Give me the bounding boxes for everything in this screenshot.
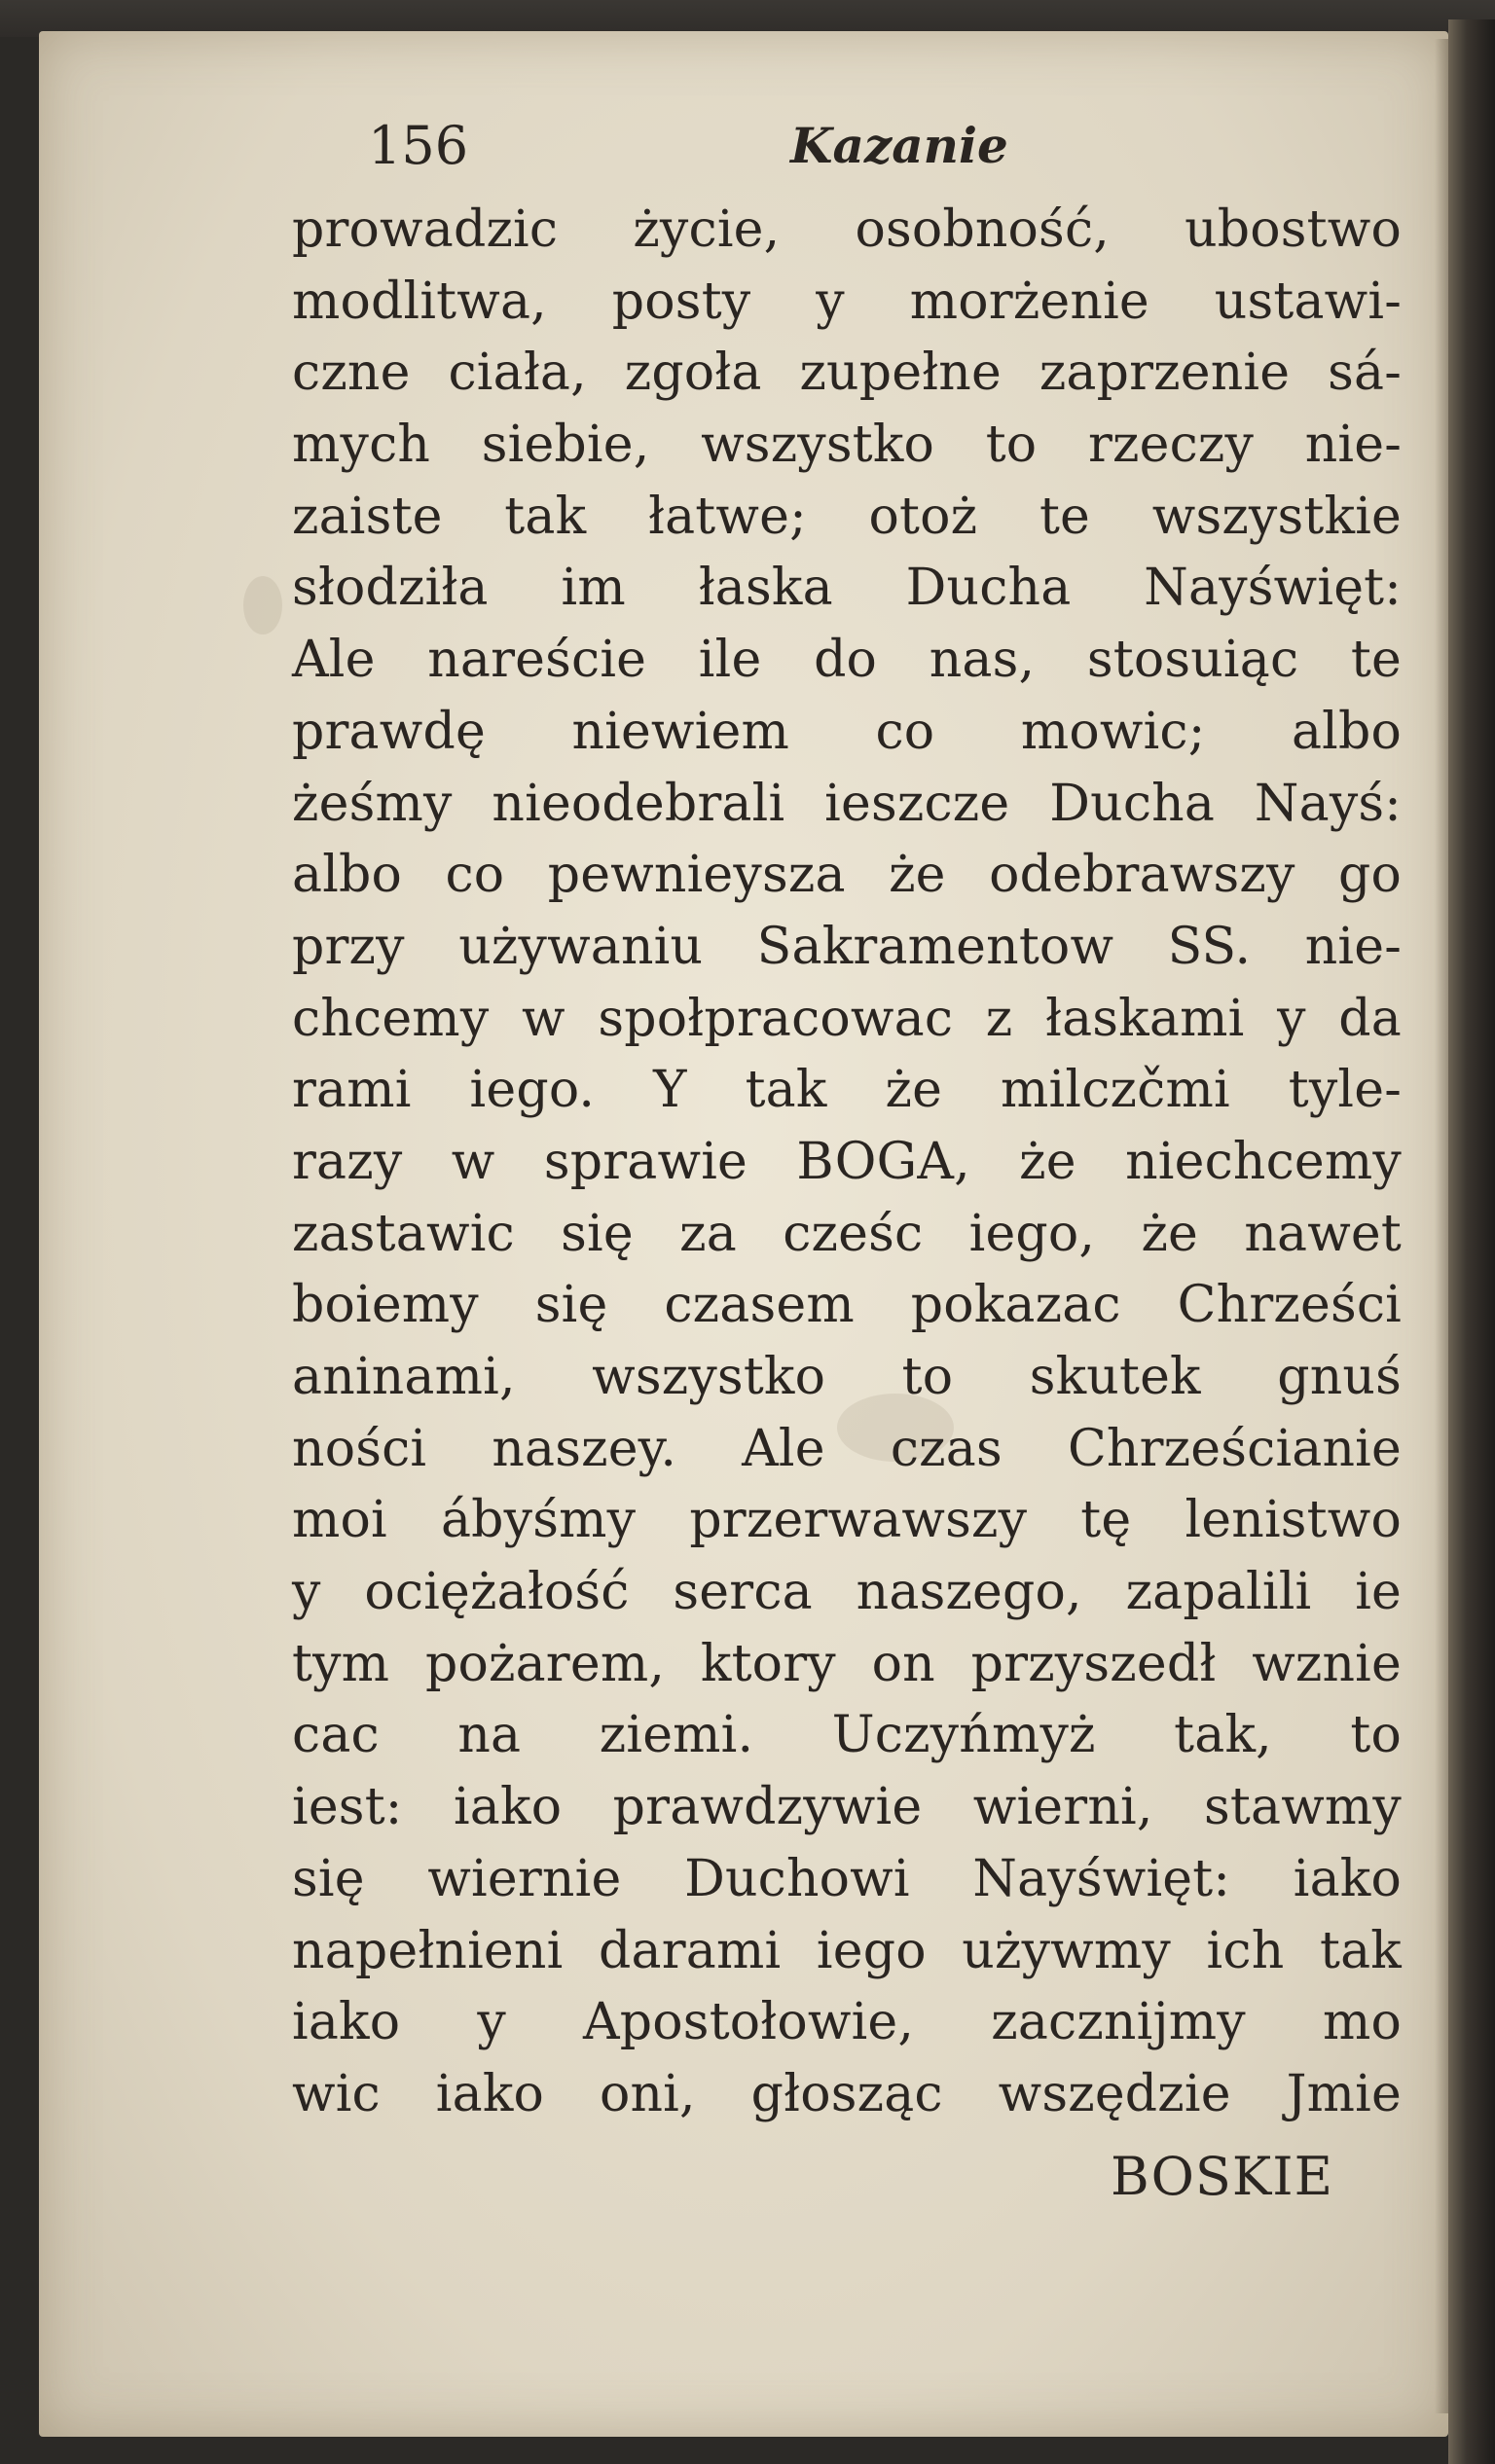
text-line: czne ciała, zgoła zupełne zaprzenie sá- — [292, 344, 1402, 403]
text-line: przy używaniu Sakramentow SS. nie- — [292, 917, 1402, 976]
text-line: razy w sprawie BOGA, że niechcemy — [292, 1132, 1402, 1191]
text-line: prowadzic życie, osobność, ubostwo — [292, 200, 1402, 259]
text-line: słodziła im łaska Ducha Nayświęt: — [292, 559, 1402, 618]
page-number: 156 — [368, 115, 469, 176]
text-line: tym pożarem, ktory on przyszedł wznie — [292, 1634, 1402, 1693]
text-line: zaiste tak łatwe; otoż te wszystkie — [292, 487, 1402, 546]
page-stain — [243, 576, 282, 634]
text-line: modlitwa, posty y morżenie ustawi- — [292, 272, 1402, 331]
text-line: chcemy w społpracowac z łaskami y da — [292, 989, 1402, 1048]
text-line: napełnieni darami iego używmy ich tak — [292, 1921, 1402, 1980]
running-head — [0, 107, 1495, 185]
catchword: BOSKIE — [1110, 2146, 1333, 2207]
text-line: iest: iako prawdzywie wierni, stawmy — [292, 1778, 1402, 1837]
text-line: cac na ziemi. Uczyńmyż tak, to — [292, 1706, 1402, 1765]
text-line: prawdę niewiem co mowic; albo — [292, 702, 1402, 761]
text-line: zastawic się za cześc iego, że nawet — [292, 1204, 1402, 1263]
text-line: aninami, wszystko to skutek gnuś — [292, 1348, 1402, 1406]
text-line: rami iego. Y tak że milczčmi tyle- — [292, 1061, 1402, 1120]
text-line: boiemy się czasem pokazac Chrześci — [292, 1276, 1402, 1335]
text-line: mych siebie, wszystko to rzeczy nie- — [292, 416, 1402, 475]
text-line: albo co pewnieysza że odebrawszy go — [292, 846, 1402, 905]
text-line: iako y Apostołowie, zacznijmy mo — [292, 1993, 1402, 2052]
text-line: moi ábyśmy przerwawszy tę lenistwo — [292, 1491, 1402, 1550]
text-line: y ociężałość serca naszego, zapalili ie — [292, 1563, 1402, 1622]
text-line: ności naszey. Ale czas Chrześcianie — [292, 1419, 1402, 1478]
running-title: Kazanie — [790, 117, 1008, 174]
body-text — [292, 195, 1402, 2131]
text-line: się wiernie Duchowi Nayświęt: iako — [292, 1849, 1402, 1908]
text-line: żeśmy nieodebrali ieszcze Ducha Nayś: — [292, 774, 1402, 833]
text-line: Ale nareście ile do nas, stosuiąc te — [292, 631, 1402, 690]
text-line: wic iako oni, głosząc wszędzie Jmie — [292, 2064, 1402, 2123]
book-spine — [1448, 19, 1495, 2464]
